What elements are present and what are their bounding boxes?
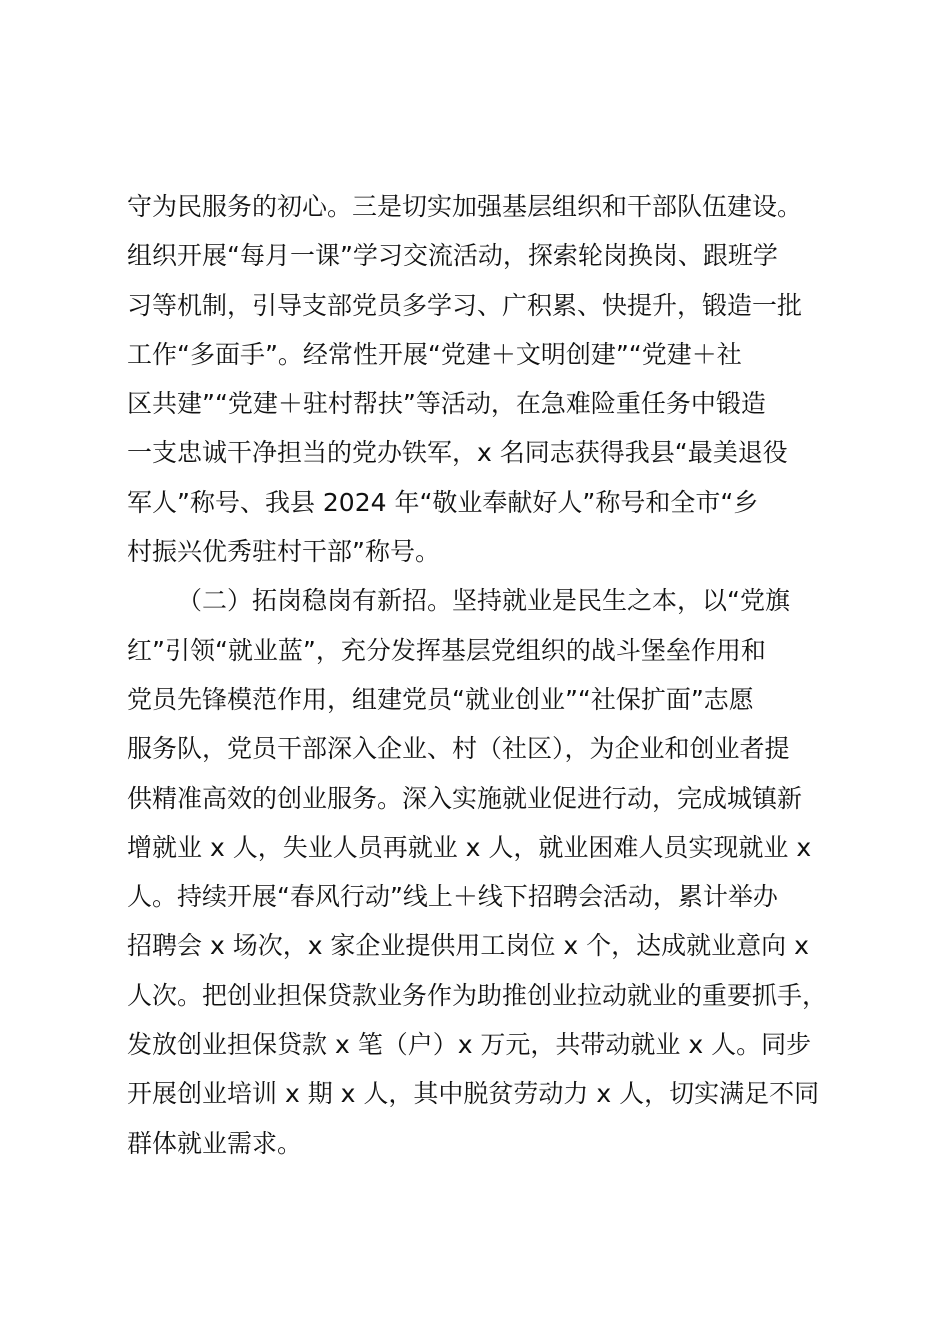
paragraph-line: 增就业 x 人，失业人员再就业 x 人，就业困难人员实现就业 x xyxy=(127,832,812,862)
paragraph-line: 招聘会 x 场次，x 家企业提供用工岗位 x 个，达成就业意向 x xyxy=(127,931,809,961)
paragraph-line: 军人”称号、我县 2024 年“敬业奉献好人”称号和全市“乡 xyxy=(127,487,759,517)
paragraph-line: 人次。把创业担保贷款业务作为助推创业拉动就业的重要抓手， xyxy=(127,980,828,1010)
paragraph-line: 群体就业需求。 xyxy=(127,1128,303,1158)
paragraph-line: 工作“多面手”。经常性开展“党建＋文明创建”“党建＋社 xyxy=(127,339,742,369)
paragraph-line: 服务队，党员干部深入企业、村（社区），为企业和创业者提 xyxy=(127,734,790,764)
paragraph-line: 党员先锋模范作用，组建党员“就业创业”“社保扩面”志愿 xyxy=(127,684,754,714)
paragraph-line: 发放创业担保贷款 x 笔（户）x 万元，共带动就业 x 人。同步 xyxy=(127,1030,812,1060)
paragraph-line: 村振兴优秀驻村干部”称号。 xyxy=(127,537,440,567)
section-heading-line: （二）拓岗稳岗有新招。坚持就业是民生之本，以“党旗 xyxy=(177,586,790,616)
paragraph-line: 人。持续开展“春风行动”线上＋线下招聘会活动，累计举办 xyxy=(127,882,778,912)
document-body xyxy=(127,182,847,1168)
paragraph-line: 一支忠诚干净担当的党办铁军，x 名同志获得我县“最美退役 xyxy=(127,438,788,468)
paragraph-line: 守为民服务的初心。三是切实加强基层组织和干部队伍建设。 xyxy=(127,192,803,221)
paragraph-line: 开展创业培训 x 期 x 人，其中脱贫劳动力 x 人，切实满足不同 xyxy=(127,1079,820,1109)
paragraph-line: 区共建”“党建＋驻村帮扶”等活动，在急难险重任务中锻造 xyxy=(127,389,766,419)
paragraph-line: 供精准高效的创业服务。深入实施就业促进行动，完成城镇新 xyxy=(127,783,803,813)
paragraph-line: 组织开展“每月一课”学习交流活动，探索轮岗换岗、跟班学 xyxy=(127,241,778,271)
paragraph-line: 红”引领“就业蓝”，充分发挥基层党组织的战斗堡垒作用和 xyxy=(127,635,766,665)
paragraph-line: 习等机制，引导支部党员多学习、广积累、快提升，锻造一批 xyxy=(127,290,803,320)
